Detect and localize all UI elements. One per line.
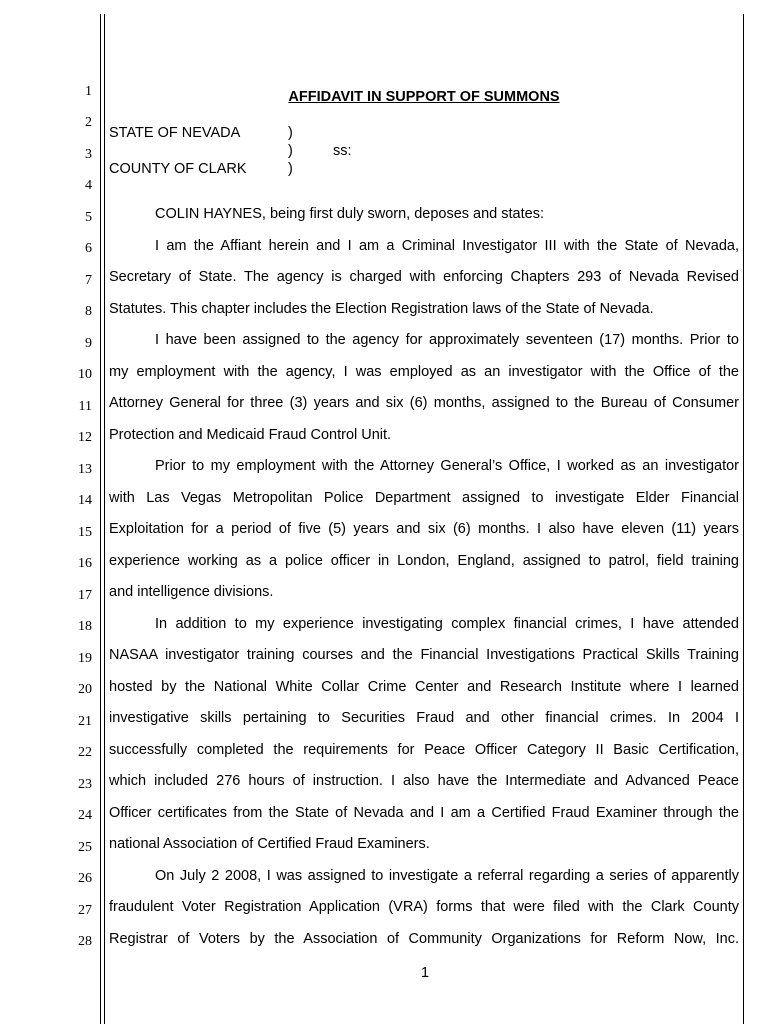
caption-paren: ) bbox=[288, 143, 293, 159]
line-number: 20 bbox=[78, 682, 92, 697]
caption-county: COUNTY OF CLARK bbox=[109, 161, 247, 177]
page-number: 1 bbox=[420, 965, 430, 981]
line-number: 9 bbox=[85, 336, 92, 351]
body-line: national Association of Certified Fraud Examiners. bbox=[109, 836, 430, 852]
body-line: On July 2 2008, I was assigned to investigate a referral regarding a series of apparently bbox=[155, 868, 739, 884]
line-number: 12 bbox=[78, 430, 92, 445]
line-number: 2 bbox=[85, 115, 92, 130]
body-line: Registrar of Voters by the Association of Community Organizations for Reform Now, Inc. bbox=[109, 931, 739, 947]
body-line: NASAA investigator training courses and the Financial Investigations Practical Skills Training bbox=[109, 647, 739, 663]
body-line: investigative skills pertaining to Securities Fraud and other financial crimes. In 2004 I bbox=[109, 710, 739, 726]
left-margin-rule-outer bbox=[100, 14, 101, 1024]
line-number: 1 bbox=[85, 84, 92, 99]
caption-state: STATE OF NEVADA bbox=[109, 125, 241, 141]
body-line: experience working as a police officer in London, England, assigned to patrol, field training bbox=[109, 553, 739, 569]
body-line: Exploitation for a period of five (5) years and six (6) months. I also have eleven (11) years bbox=[109, 521, 739, 537]
body-line: Attorney General for three (3) years and six (6) months, assigned to the Bureau of Consumer bbox=[109, 395, 739, 411]
line-number: 16 bbox=[78, 556, 92, 571]
body-line: my employment with the agency, I was employed as an investigator with the Office of the bbox=[109, 364, 739, 380]
line-number: 26 bbox=[78, 871, 92, 886]
line-number: 15 bbox=[78, 525, 92, 540]
line-number: 7 bbox=[85, 273, 92, 288]
line-number: 18 bbox=[78, 619, 92, 634]
line-number: 17 bbox=[78, 588, 92, 603]
line-number: 21 bbox=[78, 714, 92, 729]
body-line: I am the Affiant herein and I am a Criminal Investigator III with the State of Nevada, bbox=[155, 238, 739, 254]
caption-ss: ss: bbox=[333, 143, 352, 159]
line-number: 27 bbox=[78, 903, 92, 918]
left-margin-rule-inner bbox=[104, 14, 105, 1024]
line-number: 23 bbox=[78, 777, 92, 792]
line-number: 22 bbox=[78, 745, 92, 760]
body-line: COLIN HAYNES, being first duly sworn, deposes and states: bbox=[155, 206, 544, 222]
body-line: In addition to my experience investigating complex financial crimes, I have attended bbox=[155, 616, 739, 632]
body-line: which included 276 hours of instruction. I also have the Intermediate and Advanced Peace bbox=[109, 773, 739, 789]
line-number: 6 bbox=[85, 241, 92, 256]
body-line: successfully completed the requirements for Peace Officer Category II Basic Certification, bbox=[109, 742, 739, 758]
caption-paren: ) bbox=[288, 161, 293, 177]
line-number: 8 bbox=[85, 304, 92, 319]
line-number: 5 bbox=[85, 210, 92, 225]
line-number: 10 bbox=[78, 367, 92, 382]
line-number: 25 bbox=[78, 840, 92, 855]
body-line: Protection and Medicaid Fraud Control Unit. bbox=[109, 427, 392, 443]
line-number: 24 bbox=[78, 808, 92, 823]
body-line: Officer certificates from the State of Nevada and I am a Certified Fraud Examiner through the bbox=[109, 805, 739, 821]
body-line: hosted by the National White Collar Crime Center and Research Institute where I learned bbox=[109, 679, 739, 695]
caption-paren: ) bbox=[288, 125, 293, 141]
line-number: 11 bbox=[78, 399, 92, 414]
body-line: fraudulent Voter Registration Application (VRA) forms that were filed with the Clark County bbox=[109, 899, 739, 915]
body-line: with Las Vegas Metropolitan Police Department assigned to investigate Elder Financial bbox=[109, 490, 739, 506]
line-number: 13 bbox=[78, 462, 92, 477]
line-number: 3 bbox=[85, 147, 92, 162]
line-number: 28 bbox=[78, 934, 92, 949]
body-line: Prior to my employment with the Attorney General’s Office, I worked as an investigator bbox=[155, 458, 739, 474]
body-line: Statutes. This chapter includes the Election Registration laws of the State of Nevada. bbox=[109, 301, 654, 317]
line-number: 14 bbox=[78, 493, 92, 508]
body-line: I have been assigned to the agency for approximately seventeen (17) months. Prior to bbox=[155, 332, 739, 348]
body-line: and intelligence divisions. bbox=[109, 584, 274, 600]
document-title: AFFIDAVIT IN SUPPORT OF SUMMONS bbox=[288, 89, 560, 105]
right-margin-rule bbox=[743, 14, 744, 1024]
body-line: Secretary of State. The agency is charged with enforcing Chapters 293 of Nevada Revised bbox=[109, 269, 739, 285]
line-number: 19 bbox=[78, 651, 92, 666]
line-number: 4 bbox=[85, 178, 92, 193]
